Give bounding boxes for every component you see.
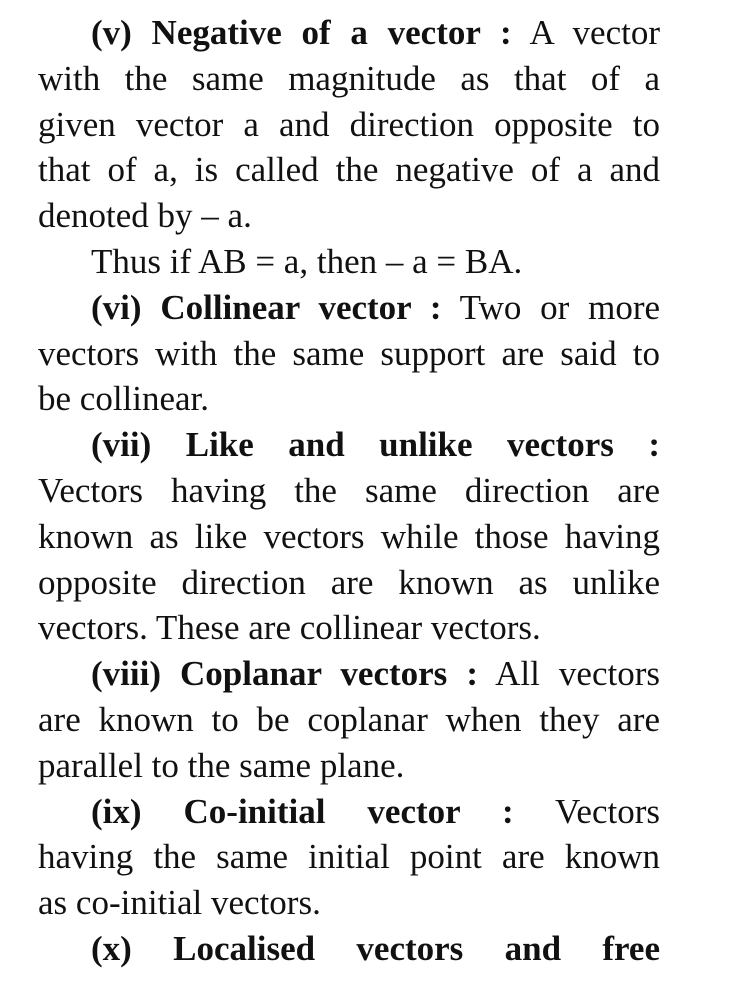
body-text: A vector — [529, 13, 660, 52]
body-line: vectors with the same support are said to — [38, 333, 660, 373]
body-line: having the same initial point are known — [38, 837, 660, 877]
body-line: parallel to the same plane. — [38, 745, 405, 785]
section-x-heading-line — [38, 926, 660, 972]
section-viii-heading-line — [38, 651, 660, 697]
section-heading: (ix) Co-initial vector : — [91, 791, 514, 831]
body-line: as co-initial vectors. — [38, 883, 321, 923]
body-line: opposite direction are known as unlike — [38, 562, 660, 602]
section-heading: (vii) Like and unlike vectors : — [91, 425, 660, 465]
body-line: Vectors having the same direction are — [38, 470, 660, 510]
body-line: denoted by – a. — [38, 196, 252, 236]
body-line: Thus if AB = a, then – a = BA. — [91, 241, 523, 281]
body-line: be collinear. — [38, 379, 210, 419]
body-text: All vectors — [495, 654, 660, 694]
section-heading: (vi) Collinear vector : — [91, 287, 442, 327]
section-heading: (x) Localised vectors and free — [91, 928, 660, 968]
body-line: are known to be coplanar when they are — [38, 699, 660, 739]
section-vii-heading-line — [38, 422, 660, 468]
body-text: Vectors — [555, 791, 660, 831]
section-heading: (viii) Coplanar vectors : — [91, 654, 479, 694]
body-line: vectors. These are collinear vectors. — [38, 608, 541, 648]
body-line: that of a, is called the negative of a and — [38, 150, 660, 190]
section-v-heading-line — [38, 10, 660, 56]
document-page — [38, 10, 660, 972]
body-line: with the same magnitude as that of a — [38, 58, 660, 98]
body-text: Two or more — [459, 287, 661, 327]
body-line: known as like vectors while those having — [38, 516, 660, 556]
body-line: given vector a and direction opposite to — [38, 104, 660, 144]
section-heading: (v) Negative of a vector : — [91, 13, 512, 52]
section-vi-heading-line — [38, 285, 660, 331]
section-ix-heading-line — [38, 789, 660, 835]
